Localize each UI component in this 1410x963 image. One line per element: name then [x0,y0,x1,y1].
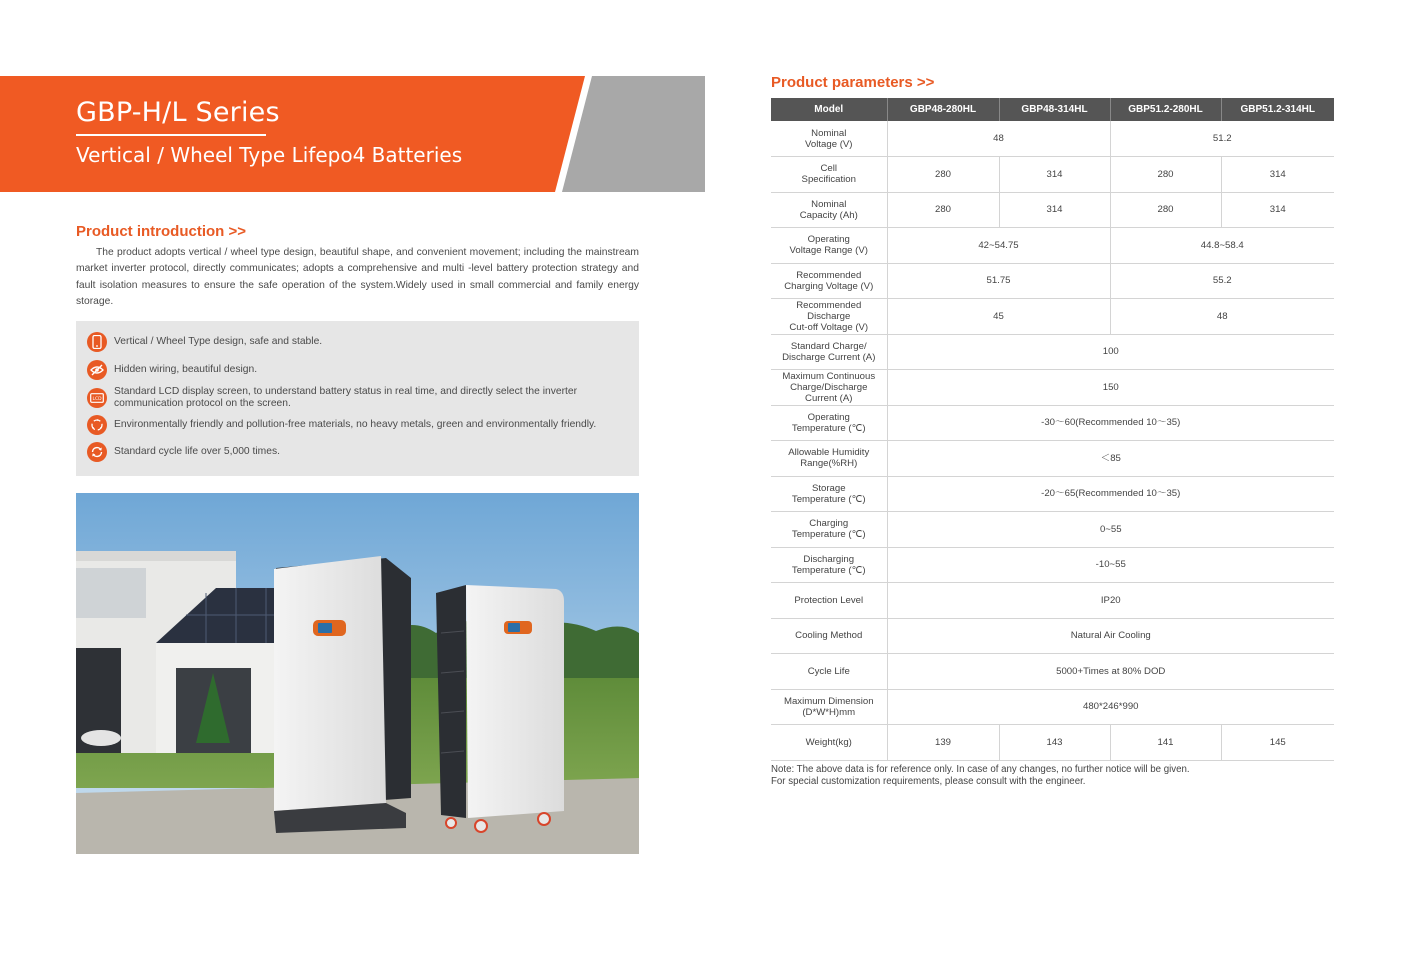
series-title: GBP-H/L Series [76,97,280,128]
row-label: Protection Level [771,583,887,619]
value-cell: 139 [887,725,999,761]
table-row [771,618,1334,654]
value-cell: 141 [1110,725,1221,761]
table-row [771,157,1334,193]
value-cell: 51.75 [887,263,1110,299]
value-cell: 280 [887,192,999,228]
feature-list [76,321,639,476]
phone-icon [87,332,107,352]
value-cell: 314 [1221,157,1334,193]
table-row [771,547,1334,583]
row-label: Charging Temperature (℃) [771,512,887,548]
value-cell: 5000+Times at 80% DOD [887,654,1334,690]
value-cell: 150 [887,370,1334,406]
table-row [771,121,1334,157]
product-introduction-heading: Product introduction >> [76,223,247,240]
row-label: Nominal Capacity (Ah) [771,192,887,228]
feature-text: Hidden wiring, beautiful design. [114,364,258,376]
column-header: GBP51.2-314HL [1221,98,1334,121]
row-label: Standard Charge/ Discharge Current (A) [771,334,887,370]
feature-text: Standard cycle life over 5,000 times. [114,446,280,458]
column-header: GBP48-280HL [887,98,999,121]
column-header: GBP48-314HL [999,98,1110,121]
cycle-icon [87,442,107,462]
table-row [771,370,1334,406]
column-header: GBP51.2-280HL [1110,98,1221,121]
row-label: Storage Temperature (℃) [771,476,887,512]
row-label: Maximum Dimension (D*W*H)mm [771,689,887,725]
row-label: Maximum Continuous Charge/Discharge Current (A) [771,370,887,406]
value-cell: 314 [1221,192,1334,228]
battery-scene-illustration [76,493,639,854]
row-label: Weight(kg) [771,725,887,761]
value-cell: 0~55 [887,512,1334,548]
table-row [771,405,1334,441]
hidden-eye-icon [87,360,107,380]
table-row [771,192,1334,228]
note-line: Note: The above data is for reference only. In case of any changes, no further notice will be given. [771,764,1190,775]
value-cell: 314 [999,157,1110,193]
series-subtitle: Vertical / Wheel Type Lifepo4 Batteries [76,143,463,167]
table-row [771,228,1334,264]
table-row [771,689,1334,725]
table-row [771,263,1334,299]
value-cell: 280 [1110,192,1221,228]
product-introduction-text: The product adopts vertical / wheel type design, beautiful shape, and convenient movement; including the mainstream market inverter protocol, directly communicates; adopts a comprehensive and multi -level battery protection strategy and fault isolation measures to ensure the safe operation of the system.Widely used in small commercial and family energy storage. [76,247,639,308]
table-row [771,441,1334,477]
svg-text:LCD: LCD [92,396,102,402]
spec-table [771,98,1334,761]
value-cell: IP20 [887,583,1334,619]
table-row [771,654,1334,690]
value-cell: -20～65(Recommended 10～35) [887,476,1334,512]
value-cell: -30～60(Recommended 10～35) [887,405,1334,441]
row-label: Discharging Temperature (℃) [771,547,887,583]
spec-note [771,764,1190,787]
feature-item [87,442,634,462]
feature-item [87,415,634,435]
value-cell: 143 [999,725,1110,761]
value-cell: 100 [887,334,1334,370]
value-cell: 280 [887,157,999,193]
row-label: Cycle Life [771,654,887,690]
product-parameters-heading: Product parameters >> [771,74,935,91]
table-row [771,334,1334,370]
row-label: Recommended Discharge Cut-off Voltage (V) [771,299,887,335]
note-line: For special customization requirements, please consult with the engineer. [771,775,1086,787]
row-label: Recommended Charging Voltage (V) [771,263,887,299]
product-photo [76,493,639,854]
value-cell: 48 [887,121,1110,157]
row-label: Allowable Humidity Range(%RH) [771,441,887,477]
value-cell: ＜85 [887,441,1334,477]
row-label: Cell Specification [771,157,887,193]
row-label: Operating Temperature (℃) [771,405,887,441]
value-cell: 44.8~58.4 [1110,228,1334,264]
value-cell: -10~55 [887,547,1334,583]
value-cell: 55.2 [1110,263,1334,299]
value-cell: 45 [887,299,1110,335]
row-label: Nominal Voltage (V) [771,121,887,157]
table-row [771,512,1334,548]
value-cell: 51.2 [1110,121,1334,157]
value-cell: 480*246*990 [887,689,1334,725]
feature-item [87,332,634,352]
feature-item [87,386,634,409]
table-row [771,725,1334,761]
feature-text: Vertical / Wheel Type design, safe and stable. [114,336,323,348]
feature-item [87,360,634,380]
recycle-icon [87,415,107,435]
value-cell: 280 [1110,157,1221,193]
spec-header-row [771,98,1334,121]
feature-text: Standard LCD display screen, to understand battery status in real time, and directly select the inverter communication protocol on the screen. [114,386,578,409]
feature-text: Environmentally friendly and pollution-free materials, no heavy metals, green and environmentally friendly. [114,419,597,431]
value-cell: 314 [999,192,1110,228]
value-cell: 48 [1110,299,1334,335]
value-cell: Natural Air Cooling [887,618,1334,654]
row-label: Cooling Method [771,618,887,654]
row-label: Operating Voltage Range (V) [771,228,887,264]
table-row [771,476,1334,512]
lcd-icon [87,388,107,408]
title-underline [76,134,266,136]
table-row [771,583,1334,619]
column-header-model: Model [771,98,887,121]
table-row [771,299,1334,335]
value-cell: 42~54.75 [887,228,1110,264]
value-cell: 145 [1221,725,1334,761]
